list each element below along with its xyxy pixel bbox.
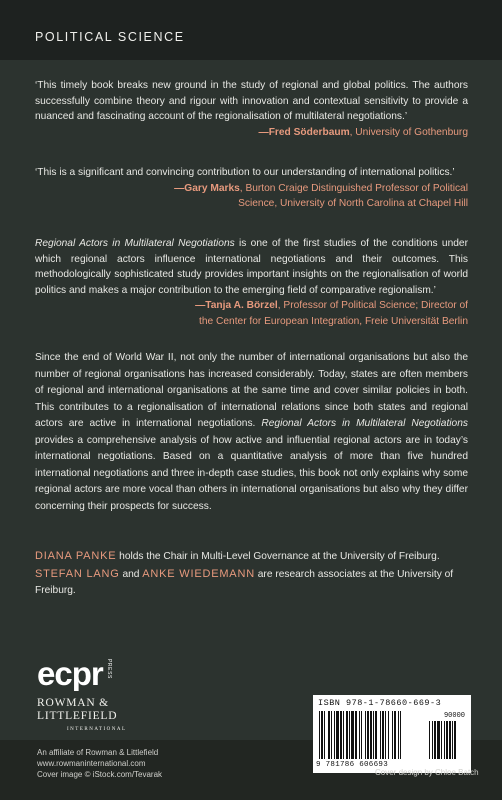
author-name-2: STEFAN LANG: [35, 567, 120, 580]
description-part-1: Since the end of World War II, not only the number of international organisations but also the number of regional organisations has increased considerably. Today, states are often members of regional and international organisations at the same time and cover similar policies in both. This contributes to a regionalisation of international relations since both states and regional actors are active in international negotiations.: [35, 352, 468, 429]
affiliate-line: An affiliate of Rowman & Littlefield: [37, 748, 159, 757]
author-name-3: ANKE WIEDEMANN: [142, 567, 255, 580]
quote-2-affiliation: , Burton Craige Distinguished Professor of Political Science, University of North Carolina at Chapel Hill: [238, 182, 468, 209]
bio-text-1: holds the Chair in Multi-Level Governance at the University of Freiburg.: [116, 551, 440, 562]
barcode-bar: [394, 711, 396, 759]
barcode-bar: [361, 711, 362, 759]
quote-1-attribution: [35, 125, 468, 141]
ecpr-press-logo: [37, 655, 117, 691]
barcode-bar: [449, 721, 451, 759]
barcode-bar: [380, 711, 381, 759]
isbn-number: ISBN 978-1-78660-669-3: [318, 698, 442, 708]
bio-and: and: [119, 568, 143, 580]
website-line: www.rowmaninternational.com: [37, 759, 146, 768]
barcode-bar: [367, 711, 369, 759]
publisher-info: [37, 747, 162, 780]
bio-text-2: are research associates at the University of Freiburg.: [35, 568, 454, 596]
category-label: POLITICAL SCIENCE: [35, 30, 185, 44]
author-name-1: DIANA PANKE: [35, 550, 117, 562]
barcode-bar: [441, 721, 442, 759]
barcode-bar: [349, 711, 350, 759]
ecpr-wordmark: ecpr: [37, 655, 103, 691]
barcode-bar: [365, 711, 366, 759]
price-code: 90000: [443, 712, 465, 720]
barcode-bar: [429, 721, 430, 759]
barcode-bar: [319, 711, 320, 759]
barcode-bar: [336, 711, 339, 759]
barcode-bar: [382, 711, 384, 759]
quote-1-author: —Fred Söderbaum: [258, 126, 350, 138]
quote-3-book-title: Regional Actors in Multilateral Negotiations: [35, 238, 235, 249]
description-part-2: provides a comprehensive analysis of how active and influential regional actors are in today’s international negotiations. Based on a quantitative analysis of more than five hundred international negotiations and three in-depth case studies, this book not only explains why some regional actors are more vocal than others in international organisations but also why they differ concerning their prospects for success.: [35, 434, 468, 512]
author-bio: [35, 548, 468, 600]
barcode-bar: [343, 711, 344, 759]
quote-1-text: ‘This timely book breaks new ground in the study of regional and global politics. The authors successfully combine theory and rigour with innovation and contextual sensitivity to provide a nuanced and fascinating account of the regionalisation of multilateral negotiations.’: [35, 80, 468, 122]
review-quote-3: [35, 236, 468, 329]
barcode-bar: [434, 721, 436, 759]
barcode-digits: 9 781786 606693: [316, 761, 389, 769]
barcode-bar: [346, 711, 348, 759]
barcode-bar: [359, 711, 360, 759]
review-quote-2: [35, 165, 468, 212]
barcode-bar: [334, 711, 335, 759]
publisher-line-1: ROWMAN &: [37, 697, 109, 709]
cover-image-credit: Cover image © iStock.com/Tevarak: [37, 770, 163, 779]
barcode-bar: [373, 711, 374, 759]
barcode-bars: [319, 711, 465, 761]
barcode-bar: [331, 711, 332, 759]
barcode-bar: [432, 721, 433, 759]
barcode-bar: [328, 711, 330, 759]
description-book-title: Regional Actors in Multilateral Negotiations: [261, 418, 468, 429]
barcode-bar: [400, 711, 401, 759]
barcode-bar: [351, 711, 354, 759]
isbn-barcode: [313, 695, 471, 773]
quote-2-author: —Gary Marks: [174, 182, 240, 194]
barcode-bar: [452, 721, 453, 759]
barcode-bar: [444, 721, 445, 759]
barcode-bar: [398, 711, 399, 759]
barcode-bar: [375, 711, 377, 759]
quote-2-attribution: [35, 181, 468, 212]
barcode-bar: [321, 711, 323, 759]
barcode-bar: [388, 711, 389, 759]
quote-3-text: is one of the first studies of the conditions under which regional actors influence international negotiations and their outcomes. This methodologically sophisticated study provides important insights on the regionalisation of world politics and makes a major contribution to the emerging field of comparative regionalism.’: [35, 238, 468, 296]
quote-3-author: —Tanja A. Börzel: [195, 300, 278, 311]
review-quote-1: [35, 78, 468, 140]
barcode-bar: [454, 721, 456, 759]
quote-1-affiliation: , University of Gothenburg: [349, 126, 468, 138]
barcode-bar: [340, 711, 342, 759]
quote-3-affiliation: , Professor of Political Science; Director of the Center for European Integration, Freie Universität Berlin: [199, 300, 468, 327]
barcode-bar: [392, 711, 393, 759]
quote-2-text: ‘This is a significant and convincing contribution to our understanding of international politics.’: [35, 167, 455, 178]
publisher-sub: INTERNATIONAL: [67, 727, 127, 732]
cover-design-credit: Cover design by Chloe Batch: [375, 768, 479, 777]
barcode-bar: [385, 711, 386, 759]
barcode-bar: [437, 721, 440, 759]
barcode-bar: [446, 721, 448, 759]
publisher-logo: [37, 697, 127, 736]
book-description: [35, 350, 468, 515]
barcode-bar: [370, 711, 372, 759]
barcode-bar: [324, 711, 325, 759]
publisher-line-2: LITTLEFIELD: [37, 710, 118, 722]
quote-3-attribution: [35, 298, 468, 329]
ecpr-press-label: PRESS: [106, 659, 112, 679]
barcode-bar: [355, 711, 357, 759]
